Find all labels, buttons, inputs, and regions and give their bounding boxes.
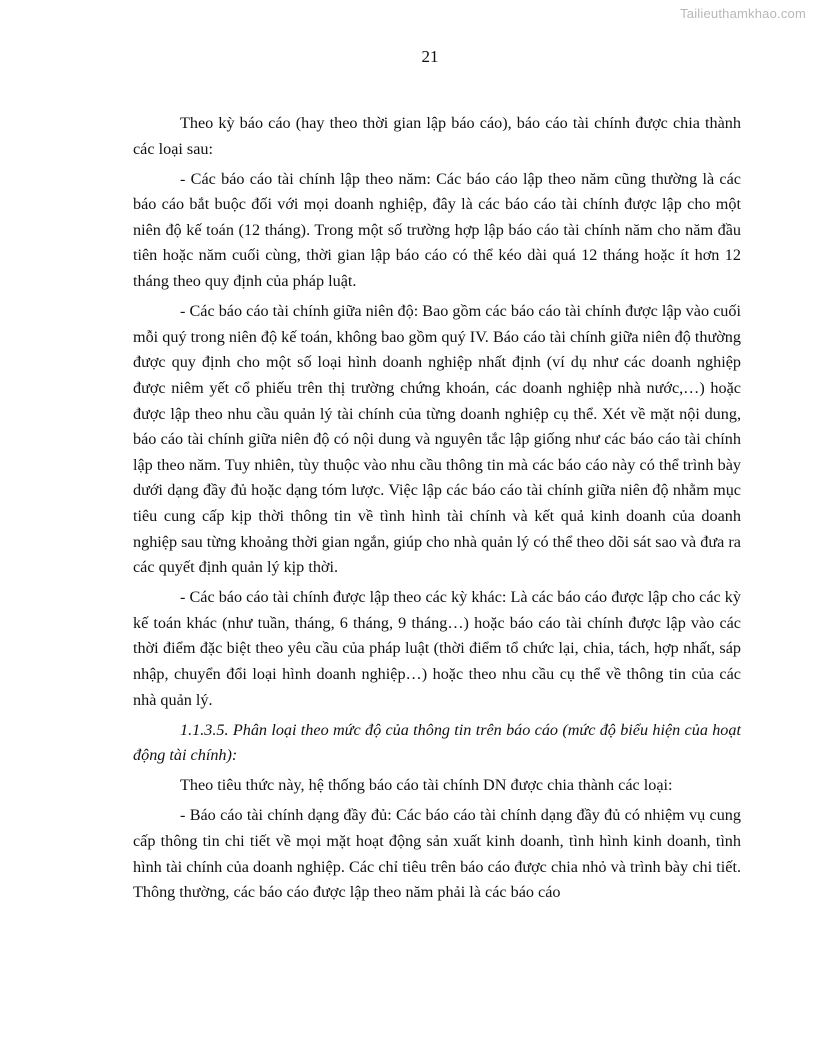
paragraph-intro: Theo kỳ báo cáo (hay theo thời gian lập báo cáo), báo cáo tài chính được chia thành các loại sau: xyxy=(133,114,741,158)
watermark: Tailieuthamkhao.com xyxy=(680,6,806,21)
paragraph-full-reports: - Báo cáo tài chính dạng đầy đủ: Các báo cáo tài chính dạng đầy đủ có nhiệm vụ cung cấp thông tin chi tiết về mọi mặt hoạt động sản xuất kinh doanh, tình hình kinh doanh, tình hình tài chính của doanh nghiệp. Các chỉ tiêu trên báo cáo được chia nhỏ và trình bày chi tiết. Thông thường, các báo cáo được lập theo năm phải là các báo cáo xyxy=(133,806,741,902)
section-heading: 1.1.3.5. Phân loại theo mức độ của thông tin trên báo cáo (mức độ biểu hiện của hoạt động tài chính): xyxy=(133,720,741,765)
paragraph-other-period-reports: - Các báo cáo tài chính được lập theo các kỳ khác: Là các báo cáo được lập cho các kỳ kế toán khác (như tuần, tháng, 6 tháng, 9 tháng…) hoặc báo cáo tài chính được lập vào các thời điểm đặc biệt theo yêu cầu của pháp luật (thời điểm tổ chức lại, chia, tách, hợp nhất, sáp nhập, chuyển đổi loại hình doanh nghiệp…) hoặc theo nhu cầu cụ thể về thông tin của các nhà quản lý. xyxy=(133,588,741,709)
paragraph-interim-reports: - Các báo cáo tài chính giữa niên độ: Bao gồm các báo cáo tài chính được lập vào cuối mỗi quý trong niên độ kế toán, không bao gồm quý IV. Báo cáo tài chính giữa niên độ thường được quy định cho một số loại hình doanh nghiệp nhất định (ví dụ như các doanh nghiệp được niêm yết cổ phiếu trên thị trường chứng khoán, các doanh nghiệp nhà nước,…) hoặc được lập theo nhu cầu quản lý tài chính của từng doanh nghiệp cụ thể. Xét về mặt nội dung, báo cáo tài chính giữa niên độ có nội dung và nguyên tắc lập giống như các báo cáo tài chính lập theo năm. Tuy nhiên, tùy thuộc vào nhu cầu thông tin mà các báo cáo này có thể trình bày dưới dạng đầy đủ hoặc dạng tóm lược. Việc lập các báo cáo tài chính giữa niên độ nhằm mục tiêu cung cấp kịp thời thông tin về tình hình tài chính và kết quả kinh doanh của doanh nghiệp sau từng khoảng thời gian ngắn, giúp cho nhà quản lý có thể theo dõi sát sao và đưa ra các quyết định quản lý kịp thời. xyxy=(133,302,741,577)
page-number: 21 xyxy=(421,47,439,66)
paragraph-annual-reports: - Các báo cáo tài chính lập theo năm: Các báo cáo lập theo năm cũng thường là các báo cáo bắt buộc đối với mọi doanh nghiệp, đây là các báo cáo tài chính được lập cho một niên độ kế toán (12 tháng). Trong một số trường hợp lập báo cáo tài chính năm cho năm đầu tiên hoặc năm cuối cùng, thời gian lập báo cáo có thể kéo dài quá 12 tháng hoặc ít hơn 12 tháng theo quy định của pháp luật. xyxy=(133,169,741,291)
document-body xyxy=(133,111,741,910)
paragraph-classification-intro: Theo tiêu thức này, hệ thống báo cáo tài chính DN được chia thành các loại: xyxy=(180,776,673,795)
